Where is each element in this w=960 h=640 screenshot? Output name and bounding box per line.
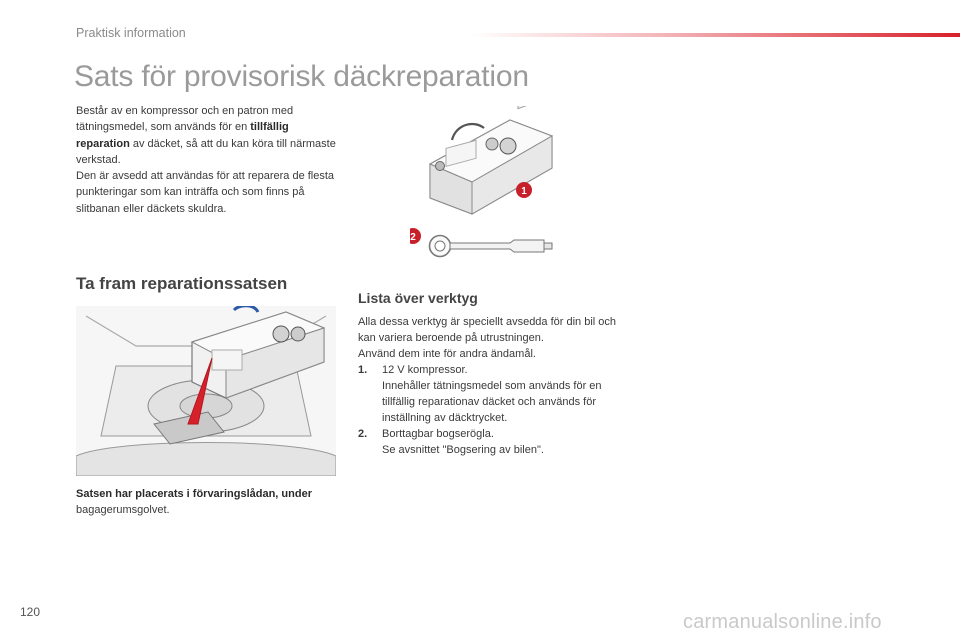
section-heading: Ta fram reparationssatsen — [76, 274, 288, 293]
tool-item-1-number: 1. — [358, 364, 368, 376]
tools-list — [358, 314, 628, 458]
tools-note: Använd dem inte för andra ändamål. — [358, 348, 536, 360]
header-accent-line — [470, 33, 960, 37]
page-title: Sats för provisorisk däckreparation — [74, 60, 529, 93]
tool-item-1 — [358, 362, 628, 426]
tools-description: Alla dessa verktyg är speciellt avsedda för din bil och kan variera beroende på utrustningen. — [358, 316, 617, 344]
tool-item-2 — [358, 426, 628, 458]
tool-item-1-detail: Innehåller tätningsmedel som används för en tillfällig reparationav däcket och används för inställning av däcktrycket. — [382, 380, 602, 424]
tow-eye-drawing — [430, 236, 553, 257]
trunk-location-illustration — [76, 306, 336, 476]
tool-item-2-title: Borttagbar bogserögla. — [382, 428, 494, 440]
tools-heading: Lista över verktyg — [358, 290, 478, 306]
tool-item-1-title: 12 V kompressor. — [382, 364, 468, 376]
intro-text — [76, 103, 344, 217]
section-header: Praktisk information — [76, 26, 186, 40]
label-badge-2-text: 2 — [410, 232, 416, 243]
tool-item-2-number: 2. — [358, 428, 368, 440]
intro-p2: Den är avsedd att användas för att reparera de flesta punkteringar som kan inträffa och som finns på slitbanan eller däckets skuldra. — [76, 170, 335, 215]
intro-p1-b: av däcket, så att du kan köra till närmaste verkstad. — [76, 137, 336, 166]
caption-bold: Satsen har placerats i förvaringslådan, under — [76, 488, 312, 500]
intro-p1-a: Består av en kompressor och en patron med tätningsmedel, som används för en — [76, 105, 294, 134]
repair-kit-illustration — [410, 106, 576, 272]
label-badge-2 — [410, 228, 421, 244]
tool-item-2-detail: Se avsnittet "Bogsering av bilen". — [382, 444, 544, 456]
page-number: 120 — [20, 605, 41, 619]
watermark: carmanualsonline.info — [683, 611, 882, 633]
label-badge-1-text: 1 — [521, 186, 527, 197]
compressor-kit-drawing — [430, 106, 552, 214]
label-badge-1 — [516, 182, 532, 198]
caption-rest: bagagerumsgolvet. — [76, 504, 170, 516]
trunk-caption — [76, 486, 346, 518]
intro-p1-bold: tillfällig reparation — [76, 121, 289, 150]
